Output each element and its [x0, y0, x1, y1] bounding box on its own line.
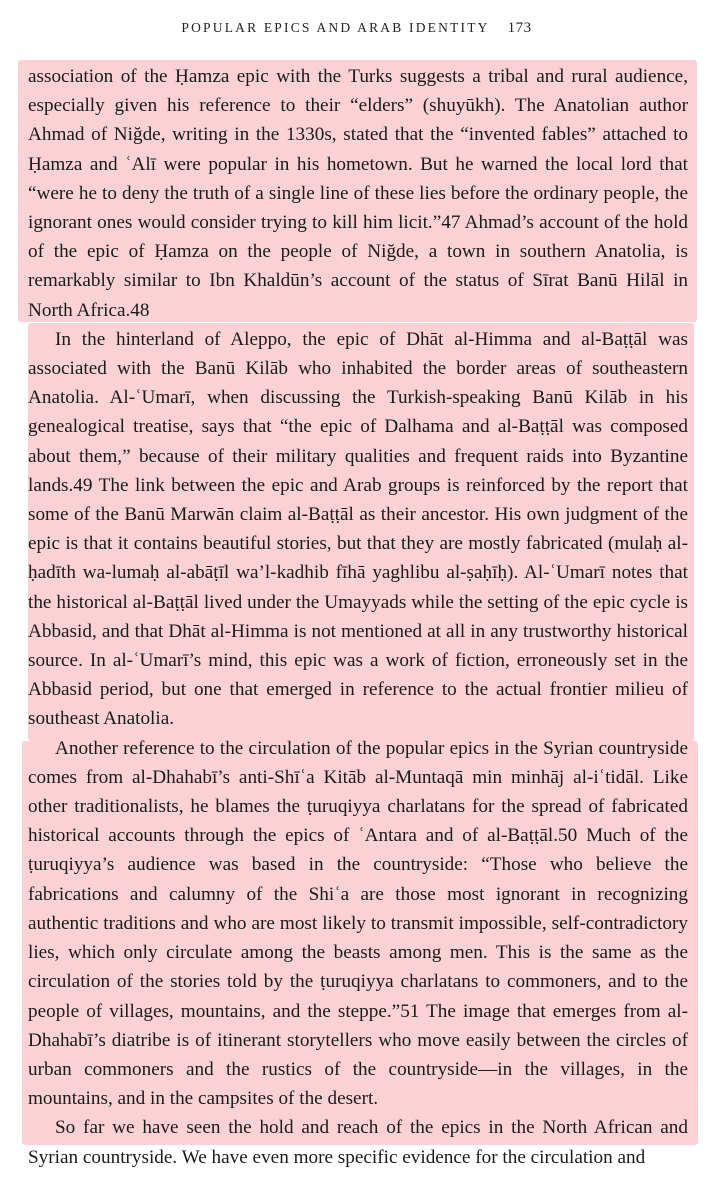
- body-text: [28, 62, 688, 1172]
- paragraph-3: Another reference to the circulation of the popular epics in the Syrian countryside comes from al-Dhahabī’s anti-Shīʿa Kitāb al-Muntaqā min minhāj al-iʿtidāl. Like other traditionalists, he blames the ṭuruqiyya charlatans for the spread of fabricated historical accounts through the epics of ʿAntara and of al-Baṭṭāl.50 Much of the ṭuruqiyya’s audience was based in the countryside: “Those who believe the fabrications and calumny of the Shiʿa are those most ignorant in recognizing authentic traditions and who are most likely to transmit impossible, self-contradictory lies, which only circulate among the beasts among men. This is the same as the circulation of the stories told by the ṭuruqiyya charlatans to commoners, and to the people of villages, mountains, and the steppe.”51 The image that emerges from al-Dhahabī’s diatribe is of itinerant storytellers who move easily between the circles of urban commoners and the rustics of the countryside—in the villages, in the mountains, and in the campsites of the desert.: [28, 737, 688, 1110]
- running-title: POPULAR EPICS AND ARAB IDENTITY: [181, 20, 490, 35]
- paragraph-2: In the hinterland of Aleppo, the epic of Dhāt al-Himma and al-Baṭṭāl was associated with the Banū Kilāb who inhabited the border areas of southeastern Anatolia. Al-ʿUmarī, when discussing the Turkish-speaking Banū Kilāb in his genealogical treatise, says that “the epic of Dalhama and al-Baṭṭāl was composed about them,” because of their military qualities and frequent raids into Byzantine lands.49 The link between the epic and Arab groups is reinforced by the report that some of the Banū Marwān claim al-Baṭṭāl as their ancestor. His own judgment of the epic is that it contains beautiful stories, but that they are mostly fabricated (mulaḥ al-ḥadīth wa-lumaḥ al-abāṭīl wa’l-kadhib fīhā yaghlibu al-ṣaḥīḥ). Al-ʿUmarī notes that the historical al-Baṭṭāl lived under the Umayyads while the setting of the epic cycle is Abbasid, and that Dhāt al-Himma is not mentioned at all in any trustworthy historical source. In al-ʿUmarī’s mind, this epic was a work of fiction, erroneously set in the Abbasid period, but one that emerged in reference to the actual frontier milieu of southeast Anatolia.: [28, 328, 688, 730]
- running-head: [0, 20, 713, 37]
- page-number: 173: [507, 20, 532, 36]
- paragraph-4: So far we have seen the hold and reach of the epics in the North African and Syrian countryside. We have even more specific evidence for the circulation and: [28, 1117, 688, 1168]
- paragraph-1: association of the Ḥamza epic with the Turks suggests a tribal and rural audience, especially given his reference to their “elders” (shuyūkh). The Anatolian author Ahmad of Niğde, writing in the 1330s, stated that the “invented fables” attached to Ḥamza and ʿAlī were popular in his hometown. But he warned the local lord that “were he to deny the truth of a single line of these lies before the ordinary people, the ignorant ones would consider trying to kill him licit.”47 Ahmad’s account of the hold of the epic of Ḥamza on the people of Niğde, a town in southern Anatolia, is remarkably similar to Ibn Khaldūn’s account of the status of Sīrat Banū Hilāl in North Africa.48: [28, 66, 688, 321]
